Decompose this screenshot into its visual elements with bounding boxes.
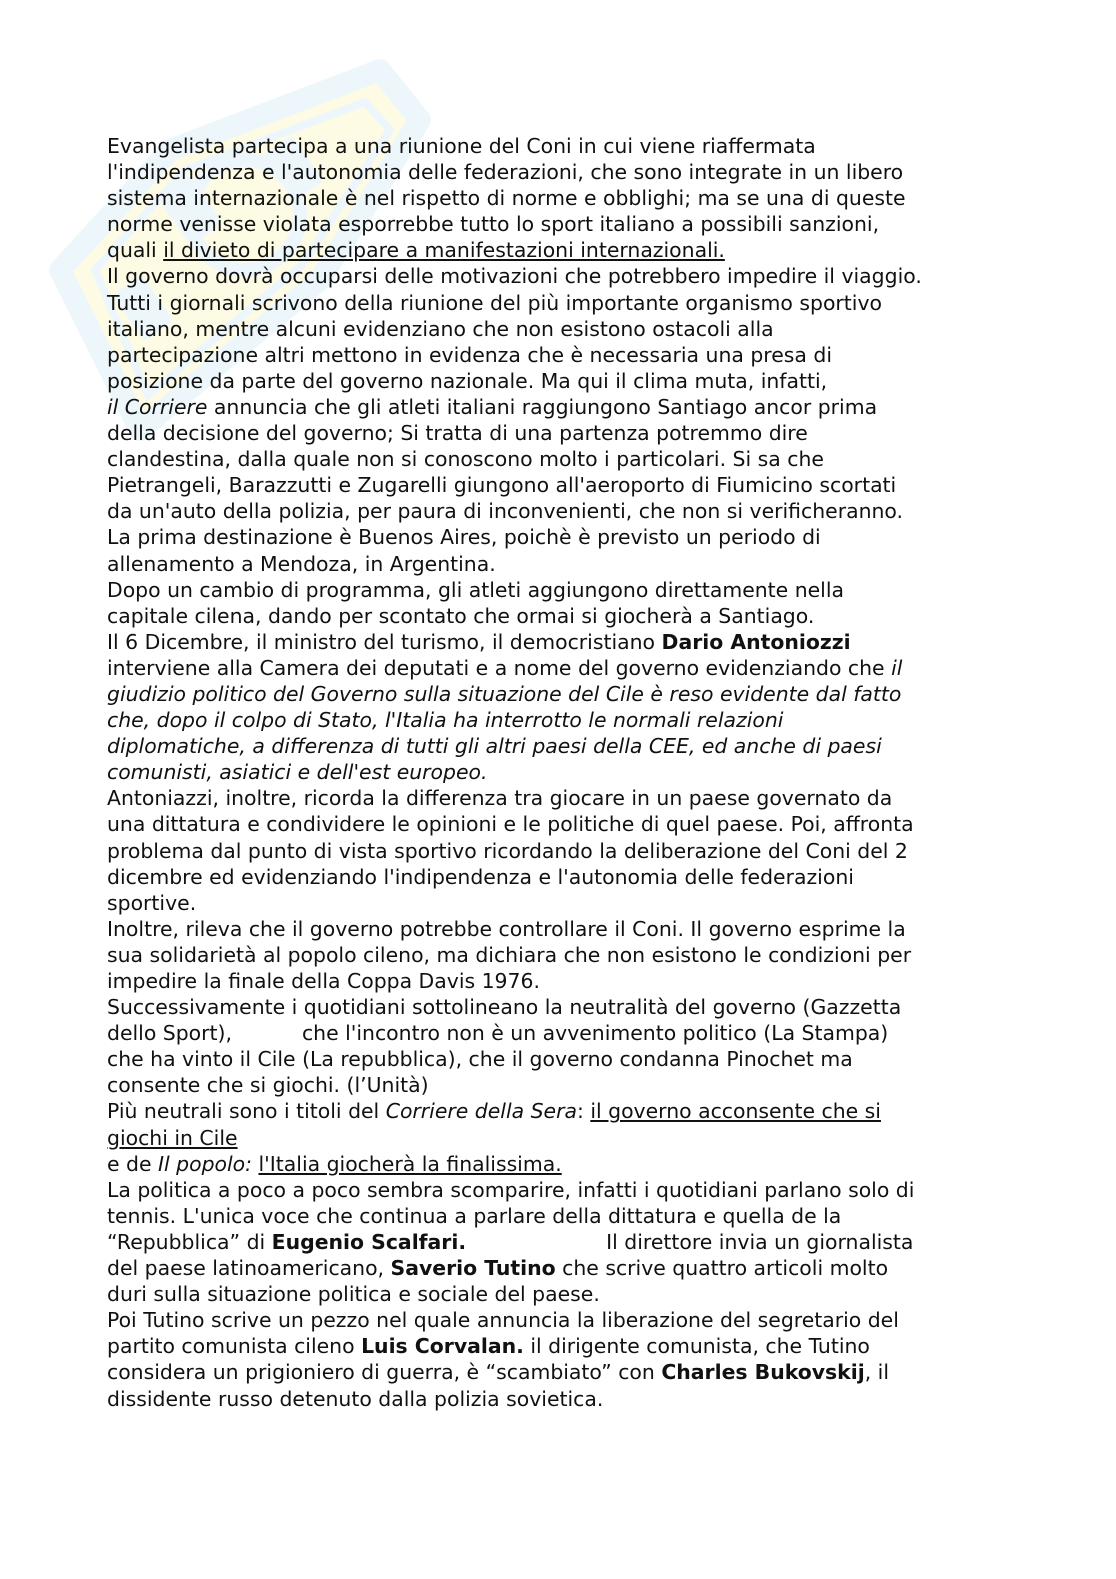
text-line bbox=[107, 420, 1037, 446]
text-segment: considera un prigioniero di guerra, è “scambiato” con bbox=[107, 1360, 662, 1385]
text-segment: del paese latinoamericano, bbox=[107, 1256, 391, 1281]
text-segment: il governo acconsente che si bbox=[590, 1099, 881, 1124]
text-line bbox=[107, 733, 1037, 759]
text-segment: il bbox=[891, 655, 903, 680]
text-segment: , il bbox=[864, 1360, 890, 1385]
text-segment: che l'incontro non è un avvenimento politico (La Stampa) bbox=[301, 1021, 889, 1046]
text-segment: giudizio politico del Governo sulla situazione del Cile è reso evidente dal fatto bbox=[107, 681, 902, 706]
text-segment: che scrive quattro articoli molto bbox=[555, 1256, 889, 1281]
text-segment: “Repubblica” di bbox=[107, 1229, 272, 1254]
text-segment: Il direttore invia un giornalista bbox=[606, 1229, 914, 1254]
text-segment: Più neutrali sono i titoli del bbox=[107, 1099, 386, 1124]
text-segment: La prima destinazione è Buenos Aires, poichè è previsto un periodo di bbox=[107, 525, 821, 550]
text-segment: l'indipendenza e l'autonomia delle federazioni, che sono integrate in un libero bbox=[107, 160, 904, 185]
text-segment: che ha vinto il Cile (La repubblica), che il governo condanna Pinochet ma bbox=[107, 1047, 853, 1072]
text-line bbox=[107, 472, 1037, 498]
text-line bbox=[107, 759, 1037, 785]
text-line bbox=[107, 263, 1037, 289]
text-line bbox=[107, 1386, 1037, 1412]
text-line bbox=[107, 316, 1037, 342]
text-segment: della decisione del governo; Si tratta di una partenza potremmo dire bbox=[107, 421, 808, 446]
text-line bbox=[107, 1307, 1037, 1333]
text-segment: dicembre ed evidenziando l'indipendenza e l'autonomia delle federazioni bbox=[107, 864, 854, 889]
text-segment: il divieto di partecipare a manifestazioni internazionali. bbox=[163, 238, 725, 263]
text-segment: clandestina, dalla quale non si conoscono molto i particolari. Si sa che bbox=[107, 447, 824, 472]
text-line bbox=[107, 994, 1037, 1020]
text-segment: Charles Bukovskij bbox=[661, 1360, 865, 1385]
text-segment: italiano, mentre alcuni evidenziano che non esistono ostacoli alla bbox=[107, 316, 774, 341]
text-line bbox=[107, 1020, 1037, 1046]
text-line bbox=[107, 681, 1037, 707]
text-segment: il dirigente comunista, che Tutino bbox=[523, 1334, 870, 1359]
text-segment: sportive. bbox=[107, 890, 197, 915]
text-segment: Poi Tutino scrive un pezzo nel quale annuncia la liberazione del segretario del bbox=[107, 1308, 899, 1333]
text-line bbox=[107, 1046, 1037, 1072]
text-segment: Il 6 Dicembre, il ministro del turismo, il democristiano bbox=[107, 629, 662, 654]
text-line bbox=[107, 1098, 1037, 1124]
text-segment: capitale cilena, dando per scontato che ormai si giocherà a Santiago. bbox=[107, 603, 815, 628]
text-line bbox=[107, 1333, 1037, 1359]
text-line bbox=[107, 1255, 1037, 1281]
text-line bbox=[107, 838, 1037, 864]
text-line bbox=[107, 185, 1037, 211]
text-line bbox=[107, 1203, 1037, 1229]
text-line bbox=[107, 159, 1037, 185]
text-segment: posizione da parte del governo nazionale. Ma qui il clima muta, infatti, bbox=[107, 368, 828, 393]
text-line bbox=[107, 1125, 1037, 1151]
text-segment: una dittatura e condividere le opinioni e le politiche di quel paese. Poi, affronta bbox=[107, 812, 914, 837]
text-line bbox=[107, 577, 1037, 603]
text-line bbox=[107, 629, 1037, 655]
text-segment: il Corriere bbox=[107, 394, 208, 419]
text-line bbox=[107, 524, 1037, 550]
text-line bbox=[107, 211, 1037, 237]
text-segment: comunisti, asiatici e dell'est europeo. bbox=[107, 760, 488, 785]
text-segment: La politica a poco a poco sembra scomparire, infatti i quotidiani parlano solo di bbox=[107, 1177, 915, 1202]
text-line bbox=[107, 1072, 1037, 1098]
text-segment: dissidente russo detenuto dalla polizia sovietica. bbox=[107, 1386, 604, 1411]
text-segment: partito comunista cileno bbox=[107, 1334, 362, 1359]
text-line bbox=[107, 133, 1037, 159]
text-segment: impedire la finale della Coppa Davis 1976. bbox=[107, 969, 540, 993]
text-line bbox=[107, 446, 1037, 472]
text-line bbox=[107, 1229, 1037, 1255]
text-line bbox=[107, 1359, 1037, 1385]
text-line bbox=[107, 916, 1037, 942]
text-segment: problema dal punto di vista sportivo ricordando la deliberazione del Coni del 2 bbox=[107, 838, 908, 863]
text-segment: Antoniazzi, inoltre, ricorda la differenza tra giocare in un paese governato da bbox=[107, 786, 893, 811]
text-segment: Inoltre, rileva che il governo potrebbe controllare il Coni. Il governo esprime la bbox=[107, 916, 906, 941]
text-line bbox=[107, 968, 1037, 994]
text-segment: dello Sport), bbox=[107, 1021, 232, 1046]
text-line bbox=[107, 498, 1037, 524]
text-segment: sua solidarietà al popolo cileno, ma dichiara che non esistono le condizioni per bbox=[107, 942, 912, 967]
text-segment: Tutti i giornali scrivono della riunione del più importante organismo sportivo bbox=[107, 290, 883, 315]
text-segment: Il popolo: bbox=[158, 1151, 253, 1176]
text-line bbox=[107, 1281, 1037, 1307]
text-segment: Successivamente i quotidiani sottolineano la neutralità del governo (Gazzetta bbox=[107, 995, 902, 1020]
text-segment: Dopo un cambio di programma, gli atleti aggiungono direttamente nella bbox=[107, 577, 844, 602]
text-segment: consente che si giochi. (l’Unità) bbox=[107, 1073, 429, 1098]
text-line bbox=[107, 368, 1037, 394]
text-line bbox=[107, 785, 1037, 811]
text-segment: quali bbox=[107, 238, 164, 263]
text-segment: giochi in Cile bbox=[107, 1125, 238, 1150]
text-segment: Eugenio Scalfari. bbox=[271, 1229, 467, 1254]
text-line bbox=[107, 237, 1037, 263]
text-line bbox=[107, 707, 1037, 733]
text-line bbox=[107, 655, 1037, 681]
text-segment: che, dopo il colpo di Stato, l'Italia ha interrotto le normali relazioni bbox=[107, 708, 784, 733]
text-segment: partecipazione altri mettono in evidenza che è necessaria una presa di bbox=[107, 342, 832, 367]
text-segment: norme venisse violata esporrebbe tutto lo sport italiano a possibili sanzioni, bbox=[107, 212, 880, 237]
text-segment: diplomatiche, a differenza di tutti gli altri paesi della CEE, ed anche di paesi bbox=[107, 734, 882, 759]
text-line bbox=[107, 603, 1037, 629]
text-segment: annuncia che gli atleti italiani raggiungono Santiago ancor prima bbox=[207, 394, 878, 419]
text-line bbox=[107, 942, 1037, 968]
text-segment: tennis. L'unica voce che continua a parlare della dittatura e quella de la bbox=[107, 1203, 842, 1228]
text-segment: Luis Corvalan. bbox=[361, 1334, 524, 1359]
text-segment: sistema internazionale è nel rispetto di norme e obblighi; ma se una di queste bbox=[107, 186, 906, 211]
document-body bbox=[107, 133, 1037, 1412]
text-segment: duri sulla situazione politica e sociale del paese. bbox=[107, 1282, 600, 1307]
text-line bbox=[107, 551, 1037, 577]
text-segment: Evangelista partecipa a una riunione del Coni in cui viene riaffermata bbox=[107, 134, 816, 158]
text-segment: Il governo dovrà occuparsi delle motivazioni che potrebbero impedire il viaggio. bbox=[107, 264, 922, 289]
text-line bbox=[107, 290, 1037, 316]
text-line bbox=[107, 394, 1037, 420]
text-line bbox=[107, 811, 1037, 837]
text-segment: interviene alla Camera dei deputati e a nome del governo evidenziando che bbox=[107, 655, 892, 680]
text-line bbox=[107, 1151, 1037, 1177]
text-line bbox=[107, 890, 1037, 916]
text-segment: Corriere della Sera bbox=[385, 1099, 577, 1124]
text-segment: e de bbox=[107, 1151, 158, 1176]
text-segment: Saverio Tutino bbox=[390, 1256, 556, 1281]
text-line bbox=[107, 342, 1037, 368]
text-segment: Dario Antoniozzi bbox=[661, 629, 851, 654]
text-line bbox=[107, 864, 1037, 890]
text-segment: Pietrangeli, Barazzutti e Zugarelli giungono all'aeroporto di Fiumicino scortati bbox=[107, 473, 897, 498]
text-line bbox=[107, 1177, 1037, 1203]
text-segment: da un'auto della polizia, per paura di inconvenienti, che non si verificheranno. bbox=[107, 499, 904, 524]
text-segment: l'Italia giocherà la finalissima. bbox=[258, 1151, 562, 1176]
text-segment: allenamento a Mendoza, in Argentina. bbox=[107, 551, 496, 576]
text-segment: : bbox=[576, 1099, 591, 1124]
